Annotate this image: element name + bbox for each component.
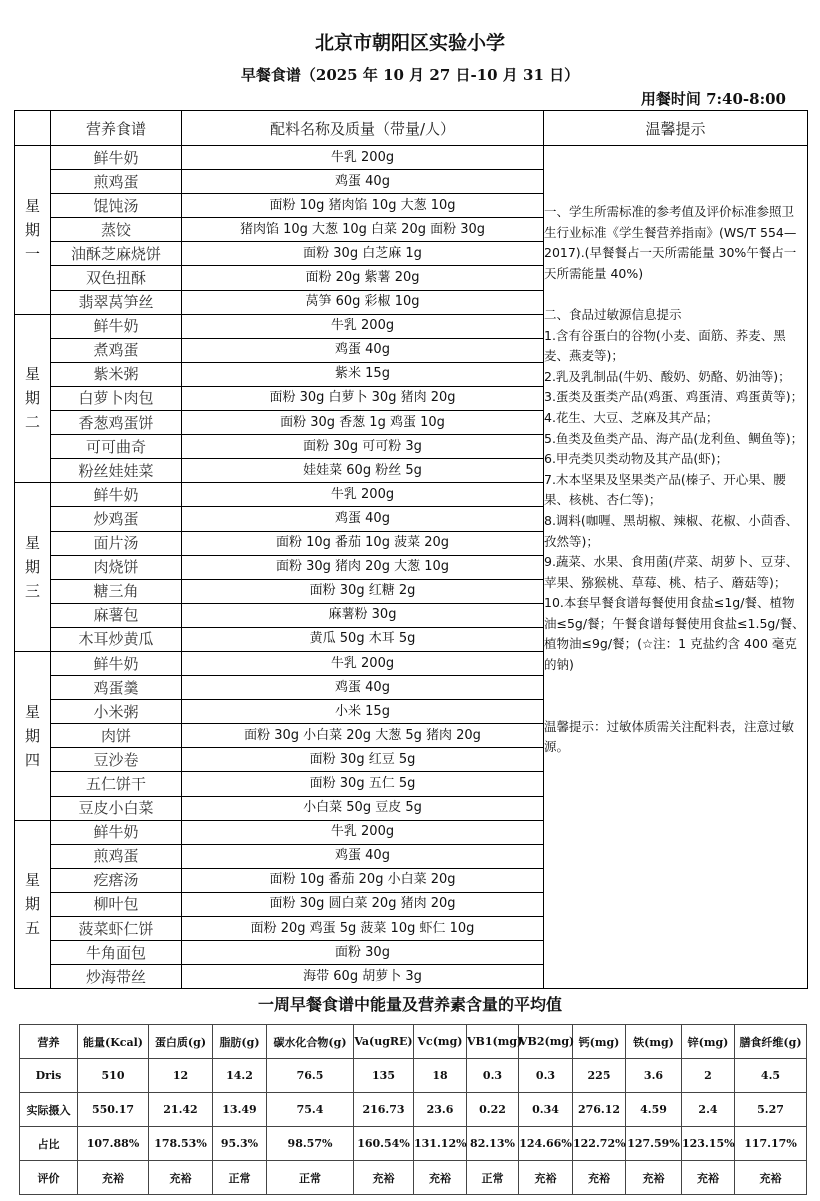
nutrition-header-cell: 锌(mg) <box>682 1025 735 1059</box>
nutrition-value: 4.59 <box>626 1093 682 1127</box>
nutrition-value: 2 <box>682 1059 735 1093</box>
nutrition-value: 3.6 <box>626 1059 682 1093</box>
day-label-char: 五 <box>24 919 40 938</box>
dish-ingredients: 娃娃菜 60g 粉丝 5g <box>182 459 544 483</box>
dish-ingredients: 紫米 15g <box>182 362 544 386</box>
nutrition-title: 一周早餐食谱中能量及营养素含量的平均值 <box>257 995 562 1014</box>
dish-ingredients: 面粉 30g 白萝卜 30g 猪肉 20g <box>182 386 544 410</box>
day-label-char: 期 <box>24 726 40 745</box>
menu-subtitle: 早餐食谱（2025 年 10 月 27 日-10 月 31 日） <box>240 66 580 84</box>
nutrition-value: 160.54% <box>354 1127 414 1161</box>
dish-ingredients: 面粉 30g 白芝麻 1g <box>182 242 544 266</box>
dish-ingredients: 面粉 30g 可可粉 3g <box>182 435 544 459</box>
nutrition-header-cell: 脂肪(g) <box>213 1025 267 1059</box>
nutrition-value: 122.72% <box>573 1127 626 1161</box>
nutrition-row-label: 评价 <box>20 1161 78 1195</box>
day-label-char: 一 <box>24 244 40 263</box>
dish-ingredients: 面粉 30g <box>182 941 544 965</box>
dish-name: 蒸饺 <box>51 218 182 242</box>
nutrition-value: 充裕 <box>573 1161 626 1195</box>
dish-ingredients: 牛乳 200g <box>182 483 544 507</box>
dish-name: 煮鸡蛋 <box>51 338 182 362</box>
nutrition-header-cell: 营养 <box>20 1025 78 1059</box>
nutrition-value: 82.13% <box>467 1127 519 1161</box>
dish-ingredients: 莴笋 60g 彩椒 10g <box>182 290 544 314</box>
nutrition-value: 充裕 <box>735 1161 807 1195</box>
nutrition-value: 0.3 <box>519 1059 573 1093</box>
day-label-char: 星 <box>24 196 40 215</box>
nutrition-header-cell: VB1(mg) <box>467 1025 519 1059</box>
nutrition-header-cell: 蛋白质(g) <box>149 1025 213 1059</box>
nutrition-row-label: 实际摄入 <box>20 1093 78 1127</box>
nutrition-value: 13.49 <box>213 1093 267 1127</box>
dish-ingredients: 面粉 20g 紫薯 20g <box>182 266 544 290</box>
day-label-char: 期 <box>24 558 40 577</box>
nutrition-header-cell: 膳食纤维(g) <box>735 1025 807 1059</box>
header-tips: 温馨提示 <box>544 111 808 146</box>
nutrition-row <box>20 1059 807 1093</box>
day-label <box>15 314 51 483</box>
nutrition-value: 0.22 <box>467 1093 519 1127</box>
tips-allergen-item: 2.乳及乳制品(牛奶、酸奶、奶酪、奶油等)； <box>544 368 791 384</box>
dish-ingredients: 小白菜 50g 豆皮 5g <box>182 796 544 820</box>
dish-name: 五仁饼干 <box>51 772 182 796</box>
day-label-char: 星 <box>24 871 40 890</box>
day-label <box>15 483 51 652</box>
nutrition-value: 充裕 <box>414 1161 467 1195</box>
nutrition-value: 225 <box>573 1059 626 1093</box>
day-label-char: 星 <box>24 702 40 721</box>
dish-ingredients: 面粉 30g 小白菜 20g 大葱 5g 猪肉 20g <box>182 724 544 748</box>
nutrition-header-cell: Vc(mg) <box>414 1025 467 1059</box>
nutrition-header-cell: 碳水化合物(g) <box>267 1025 354 1059</box>
nutrition-table <box>19 1024 807 1195</box>
header-day <box>15 111 51 146</box>
dish-ingredients: 面粉 30g 红豆 5g <box>182 748 544 772</box>
tips-allergen-item: 4.花生、大豆、芝麻及其产品； <box>544 409 719 425</box>
tips-spacer <box>544 676 805 717</box>
dish-name: 鲜牛奶 <box>51 483 182 507</box>
nutrition-value: 充裕 <box>626 1161 682 1195</box>
nutrition-value: 124.66% <box>519 1127 573 1161</box>
day-label <box>15 820 51 989</box>
dish-ingredients: 面粉 20g 鸡蛋 5g 菠菜 10g 虾仁 10g <box>182 917 544 941</box>
dish-ingredients: 面粉 10g 猪肉馅 10g 大葱 10g <box>182 194 544 218</box>
dish-ingredients: 鸡蛋 40g <box>182 338 544 362</box>
nutrition-value: 正常 <box>267 1161 354 1195</box>
day-label-char: 三 <box>24 582 40 601</box>
dish-ingredients: 猪肉馅 10g 大葱 10g 白菜 20g 面粉 30g <box>182 218 544 242</box>
dish-ingredients: 黄瓜 50g 木耳 5g <box>182 627 544 651</box>
dish-ingredients: 面粉 30g 猪肉 20g 大葱 10g <box>182 555 544 579</box>
nutrition-value: 4.5 <box>735 1059 807 1093</box>
dish-name: 煎鸡蛋 <box>51 170 182 194</box>
dish-name: 菠菜虾仁饼 <box>51 917 182 941</box>
dish-name: 炒海带丝 <box>51 965 182 989</box>
nutrition-row-label: Dris <box>20 1059 78 1093</box>
nutrition-value: 75.4 <box>267 1093 354 1127</box>
nutrition-value: 充裕 <box>78 1161 149 1195</box>
dish-name: 柳叶包 <box>51 892 182 916</box>
nutrition-value: 充裕 <box>149 1161 213 1195</box>
day-label-char: 四 <box>24 750 40 769</box>
menu-row <box>15 146 808 170</box>
meal-time: 用餐时间 7:40-8:00 <box>640 90 786 108</box>
dish-name: 豆皮小白菜 <box>51 796 182 820</box>
header-dish: 营养食谱 <box>51 111 182 146</box>
day-label-char: 期 <box>24 895 40 914</box>
nutrition-value: 0.3 <box>467 1059 519 1093</box>
nutrition-row <box>20 1161 807 1195</box>
day-label-char: 星 <box>24 534 40 553</box>
dish-ingredients: 面粉 30g 香葱 1g 鸡蛋 10g <box>182 411 544 435</box>
dish-ingredients: 面粉 30g 圆白菜 20g 猪肉 20g <box>182 892 544 916</box>
dish-ingredients: 面粉 30g 五仁 5g <box>182 772 544 796</box>
nutrition-value: 510 <box>78 1059 149 1093</box>
tips-spacer <box>544 284 805 305</box>
dish-name: 牛角面包 <box>51 941 182 965</box>
nutrition-row <box>20 1093 807 1127</box>
dish-name: 炒鸡蛋 <box>51 507 182 531</box>
tips-standard-note: 一、学生所需标准的参考值及评价标准参照卫生行业标准《学生餐营养指南》(WS/T 554—2017).(早餐餐占一天所需能量 30%午餐占一天所需能量 40%) <box>544 204 797 281</box>
dish-name: 白萝卜肉包 <box>51 386 182 410</box>
nutrition-value: 95.3% <box>213 1127 267 1161</box>
dish-name: 馄饨汤 <box>51 194 182 218</box>
tips-allergen-item: 6.甲壳类贝类动物及其产品(虾)； <box>544 451 729 467</box>
tips-allergen-item: 8.调料(咖喱、黑胡椒、辣椒、花椒、小茴香、孜然等)； <box>544 512 799 549</box>
nutrition-header-cell: 钙(mg) <box>573 1025 626 1059</box>
dish-name: 肉烧饼 <box>51 555 182 579</box>
tips-allergen-title: 二、食品过敏源信息提示 <box>544 306 682 322</box>
dish-name: 面片汤 <box>51 531 182 555</box>
nutrition-value: 2.4 <box>682 1093 735 1127</box>
tips-allergen-item: 7.木本坚果及坚果类产品(榛子、开心果、腰果、核桃、杏仁等)； <box>544 471 786 508</box>
dish-ingredients: 鸡蛋 40g <box>182 170 544 194</box>
header-ingredients: 配料名称及质量（带量/人） <box>182 111 544 146</box>
nutrition-header-row <box>20 1025 807 1059</box>
dish-name: 鸡蛋羹 <box>51 676 182 700</box>
day-label-char: 星 <box>24 365 40 384</box>
dish-ingredients: 牛乳 200g <box>182 651 544 675</box>
tips-allergen-item: 10.本套早餐食谱每餐使用食盐≤1g/餐、植物油≤5g/餐；午餐食谱每餐使用食盐≤1.5g/餐、植物油≤9g/餐；(☆注：1 克盐约含 400 毫克的钠) <box>544 595 805 673</box>
dish-name: 双色扭酥 <box>51 266 182 290</box>
dish-name: 鲜牛奶 <box>51 651 182 675</box>
dish-name: 油酥芝麻烧饼 <box>51 242 182 266</box>
dish-name: 翡翠莴笋丝 <box>51 290 182 314</box>
nutrition-value: 107.88% <box>78 1127 149 1161</box>
day-label-char: 期 <box>24 220 40 239</box>
dish-name: 煎鸡蛋 <box>51 844 182 868</box>
nutrition-header-cell: 能量(Kcal) <box>78 1025 149 1059</box>
dish-ingredients: 面粉 10g 番茄 10g 菠菜 20g <box>182 531 544 555</box>
nutrition-value: 117.17% <box>735 1127 807 1161</box>
dish-ingredients: 鸡蛋 40g <box>182 676 544 700</box>
dish-name: 可可曲奇 <box>51 435 182 459</box>
dish-ingredients: 鸡蛋 40g <box>182 844 544 868</box>
dish-name: 豆沙卷 <box>51 748 182 772</box>
dish-name: 鲜牛奶 <box>51 146 182 170</box>
tips-allergen-item: 3.蛋类及蛋类产品(鸡蛋、鸡蛋清、鸡蛋黄等)； <box>544 389 804 405</box>
dish-name: 肉饼 <box>51 724 182 748</box>
nutrition-value: 135 <box>354 1059 414 1093</box>
nutrition-value: 23.6 <box>414 1093 467 1127</box>
nutrition-value: 216.73 <box>354 1093 414 1127</box>
dish-name: 小米粥 <box>51 700 182 724</box>
tips-allergen-item: 1.含有谷蛋白的谷物(小麦、面筋、荞麦、黑麦、燕麦等)； <box>544 327 786 364</box>
day-label-char: 二 <box>24 413 40 432</box>
nutrition-value: 178.53% <box>149 1127 213 1161</box>
tips-allergen-item: 5.鱼类及鱼类产品、海产品(龙利鱼、鲷鱼等)； <box>544 430 804 446</box>
nutrition-value: 14.2 <box>213 1059 267 1093</box>
nutrition-value: 127.59% <box>626 1127 682 1161</box>
menu-header-row <box>15 111 808 146</box>
dish-ingredients: 牛乳 200g <box>182 820 544 844</box>
dish-ingredients: 麻薯粉 30g <box>182 603 544 627</box>
dish-name: 粉丝娃娃菜 <box>51 459 182 483</box>
dish-ingredients: 牛乳 200g <box>182 146 544 170</box>
dish-ingredients: 小米 15g <box>182 700 544 724</box>
dish-ingredients: 牛乳 200g <box>182 314 544 338</box>
dish-name: 木耳炒黄瓜 <box>51 627 182 651</box>
nutrition-header-cell: VB2(mg) <box>519 1025 573 1059</box>
nutrition-value: 充裕 <box>682 1161 735 1195</box>
nutrition-value: 98.57% <box>267 1127 354 1161</box>
day-label <box>15 651 51 820</box>
dish-name: 疙瘩汤 <box>51 868 182 892</box>
day-label <box>15 146 51 315</box>
tips-allergen-item: 9.蔬菜、水果、食用菌(芹菜、胡萝卜、豆芽、苹果、猕猴桃、草莓、桃、桔子、蘑菇等)； <box>544 554 799 590</box>
nutrition-value: 550.17 <box>78 1093 149 1127</box>
day-label-char: 期 <box>24 389 40 408</box>
nutrition-value: 5.27 <box>735 1093 807 1127</box>
dish-name: 鲜牛奶 <box>51 820 182 844</box>
nutrition-value: 正常 <box>213 1161 267 1195</box>
school-title: 北京市朝阳区实验小学 <box>314 32 505 54</box>
nutrition-value: 123.15% <box>682 1127 735 1161</box>
nutrition-value: 18 <box>414 1059 467 1093</box>
dish-name: 香葱鸡蛋饼 <box>51 411 182 435</box>
menu-table <box>14 110 808 989</box>
nutrition-row-label: 占比 <box>20 1127 78 1161</box>
nutrition-value: 0.34 <box>519 1093 573 1127</box>
nutrition-value: 12 <box>149 1059 213 1093</box>
nutrition-row <box>20 1127 807 1161</box>
nutrition-value: 276.12 <box>573 1093 626 1127</box>
dish-ingredients: 鸡蛋 40g <box>182 507 544 531</box>
nutrition-value: 21.42 <box>149 1093 213 1127</box>
dish-ingredients: 面粉 30g 红糖 2g <box>182 579 544 603</box>
tips-cell <box>544 146 808 989</box>
nutrition-header-cell: Va(ugRE) <box>354 1025 414 1059</box>
dish-ingredients: 海带 60g 胡萝卜 3g <box>182 965 544 989</box>
nutrition-value: 充裕 <box>354 1161 414 1195</box>
dish-ingredients: 面粉 10g 番茄 20g 小白菜 20g <box>182 868 544 892</box>
dish-name: 糖三角 <box>51 579 182 603</box>
nutrition-value: 76.5 <box>267 1059 354 1093</box>
nutrition-value: 充裕 <box>519 1161 573 1195</box>
nutrition-value: 131.12% <box>414 1127 467 1161</box>
dish-name: 麻薯包 <box>51 603 182 627</box>
nutrition-header-cell: 铁(mg) <box>626 1025 682 1059</box>
dish-name: 紫米粥 <box>51 362 182 386</box>
nutrition-value: 正常 <box>467 1161 519 1195</box>
tips-reminder: 温馨提示：过敏体质需关注配料表，注意过敏源。 <box>544 718 795 755</box>
dish-name: 鲜牛奶 <box>51 314 182 338</box>
